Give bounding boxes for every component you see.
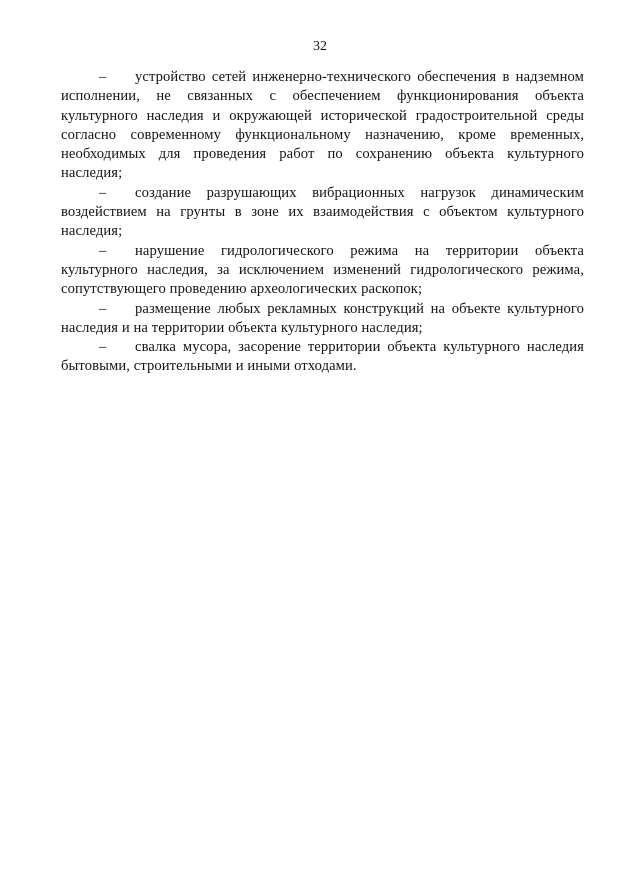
list-marker: –: [99, 69, 107, 85]
list-marker: –: [99, 242, 107, 259]
list-item: [61, 68, 584, 184]
list-item: [61, 184, 584, 242]
list-item: [61, 242, 584, 300]
list-item-text: нарушение гидрологического режима на территории объекта культурного наследия, за исключением изменений гидрологического режима, сопутствующего проведению археологических раскопок;: [61, 242, 584, 298]
document-body: [61, 68, 584, 377]
list-item-text: размещение любых рекламных конструкций на объекте культурного наследия и на территории объекта культурного наследия;: [61, 300, 584, 336]
list-item-text: устройство сетей инженерно-технического обеспечения в надземном исполнении, не связанных с обеспечением функционирования объекта культурного наследия и окружающей исторической градостроительной среды согласно современному функциональному назначению, кроме временных, необходимых для проведения работ по сохранению объекта культурного наследия;: [61, 69, 584, 182]
list-item-text: свалка мусора, засорение территории объекта культурного наследия бытовыми, строительными и иными отходами.: [61, 339, 584, 375]
list-marker: –: [99, 339, 107, 356]
list-item: [61, 338, 584, 377]
page-number: 32: [313, 39, 327, 54]
list-item: [61, 300, 584, 339]
list-marker: –: [99, 184, 107, 201]
list-item-text: создание разрушающих вибрационных нагрузок динамическим воздействием на грунты в зоне их взаимодействия с объектом культурного наследия;: [61, 184, 584, 240]
list-marker: –: [99, 300, 107, 317]
